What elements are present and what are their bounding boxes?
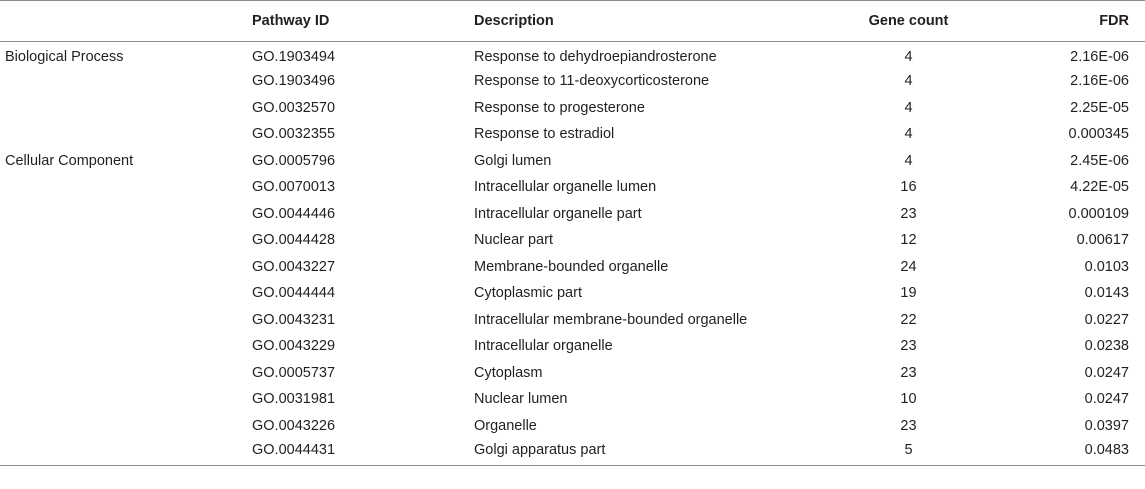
category-cell (0, 333, 252, 360)
table-row (0, 148, 1145, 175)
table-row (0, 95, 1145, 122)
description-cell: Cytoplasmic part (474, 285, 582, 302)
gene-count-cell: 10 (900, 391, 917, 408)
category-cell (0, 386, 252, 413)
fdr-cell: 0.0247 (1084, 391, 1129, 408)
pathway-id-cell: GO.0070013 (252, 179, 336, 196)
category-cell (0, 413, 252, 440)
gene-count-cell: 23 (900, 417, 917, 434)
fdr-cell: 0.000345 (1068, 126, 1129, 143)
description-cell: Response to progesterone (474, 99, 645, 116)
table-row (0, 413, 1145, 440)
table-row (0, 121, 1145, 148)
table-header (0, 1, 1145, 42)
description-cell: Response to 11-deoxycorticosterone (474, 73, 710, 90)
pathway-id-cell: GO.0043229 (252, 338, 336, 355)
fdr-cell: 2.25E-05 (1070, 99, 1129, 116)
header-pathway-id: Pathway ID (252, 13, 330, 29)
gene-count-cell: 4 (904, 73, 913, 90)
fdr-cell: 0.00617 (1076, 232, 1129, 249)
fdr-cell: 2.16E-06 (1070, 73, 1129, 90)
category-cell (0, 174, 252, 201)
description-cell: Response to estradiol (474, 126, 615, 143)
category-cell (0, 360, 252, 387)
gene-count-cell: 5 (904, 442, 913, 458)
pathway-id-cell: GO.0043226 (252, 417, 336, 434)
description-cell: Intracellular organelle (474, 338, 613, 355)
fdr-cell: 0.0397 (1084, 417, 1129, 434)
pathway-id-cell: GO.0032570 (252, 99, 336, 116)
table-row (0, 201, 1145, 228)
table-body (0, 42, 1145, 466)
gene-count-cell: 4 (904, 99, 913, 116)
pathway-id-cell: GO.1903494 (252, 49, 336, 65)
category-cell (0, 307, 252, 334)
description-cell: Response to dehydroepiandrosterone (474, 49, 717, 65)
header-category (0, 1, 252, 42)
pathway-id-cell: GO.0005796 (252, 152, 336, 169)
category-cell (0, 121, 252, 148)
gene-count-cell: 4 (904, 49, 913, 65)
table-row (0, 227, 1145, 254)
category-cell (0, 254, 252, 281)
gene-count-cell: 22 (900, 311, 917, 328)
pathway-id-cell: GO.0044428 (252, 232, 336, 249)
description-cell: Intracellular organelle lumen (474, 179, 657, 196)
description-cell: Golgi apparatus part (474, 442, 606, 458)
description-cell: Nuclear part (474, 232, 553, 249)
table-row (0, 360, 1145, 387)
description-cell: Golgi lumen (474, 152, 552, 169)
pathway-id-cell: GO.1903496 (252, 73, 336, 90)
table-row (0, 439, 1145, 466)
table-row (0, 333, 1145, 360)
header-gene-count: Gene count (868, 13, 949, 29)
fdr-cell: 4.22E-05 (1070, 179, 1129, 196)
category-cell: Cellular Component (5, 152, 134, 169)
table-row (0, 280, 1145, 307)
category-cell (0, 227, 252, 254)
gene-count-cell: 19 (900, 285, 917, 302)
category-cell (0, 95, 252, 122)
category-cell (0, 68, 252, 95)
fdr-cell: 2.45E-06 (1070, 152, 1129, 169)
gene-count-cell: 23 (900, 364, 917, 381)
description-cell: Cytoplasm (474, 364, 543, 381)
fdr-cell: 0.000109 (1068, 205, 1129, 222)
gene-count-cell: 4 (904, 152, 913, 169)
pathway-id-cell: GO.0031981 (252, 391, 336, 408)
header-fdr: FDR (1099, 13, 1129, 29)
fdr-cell: 0.0103 (1084, 258, 1129, 275)
pathway-id-cell: GO.0044431 (252, 442, 336, 458)
pathway-id-cell: GO.0043231 (252, 311, 336, 328)
table-row (0, 174, 1145, 201)
pathway-id-cell: GO.0005737 (252, 364, 336, 381)
table-row (0, 386, 1145, 413)
table-row (0, 307, 1145, 334)
pathway-id-cell: GO.0032355 (252, 126, 336, 143)
gene-count-cell: 12 (900, 232, 917, 249)
description-cell: Nuclear lumen (474, 391, 568, 408)
category-cell (0, 201, 252, 228)
header-description: Description (474, 13, 554, 29)
fdr-cell: 0.0238 (1084, 338, 1129, 355)
gene-count-cell: 4 (904, 126, 913, 143)
table-row (0, 42, 1145, 69)
table-row (0, 254, 1145, 281)
category-cell: Biological Process (5, 49, 124, 65)
gene-count-cell: 24 (900, 258, 917, 275)
description-cell: Intracellular organelle part (474, 205, 642, 222)
description-cell: Intracellular membrane-bounded organelle (474, 311, 748, 328)
fdr-cell: 0.0483 (1084, 442, 1129, 458)
gene-count-cell: 23 (900, 205, 917, 222)
fdr-cell: 0.0143 (1084, 285, 1129, 302)
description-cell: Membrane-bounded organelle (474, 258, 669, 275)
fdr-cell: 0.0247 (1084, 364, 1129, 381)
fdr-cell: 2.16E-06 (1070, 49, 1129, 65)
table-row (0, 68, 1145, 95)
header-row (0, 1, 1145, 42)
category-cell (0, 439, 252, 466)
pathway-id-cell: GO.0044446 (252, 205, 336, 222)
fdr-cell: 0.0227 (1084, 311, 1129, 328)
pathway-id-cell: GO.0043227 (252, 258, 336, 275)
description-cell: Organelle (474, 417, 537, 434)
gene-count-cell: 16 (900, 179, 917, 196)
pathway-id-cell: GO.0044444 (252, 285, 336, 302)
gene-count-cell: 23 (900, 338, 917, 355)
category-cell (0, 280, 252, 307)
